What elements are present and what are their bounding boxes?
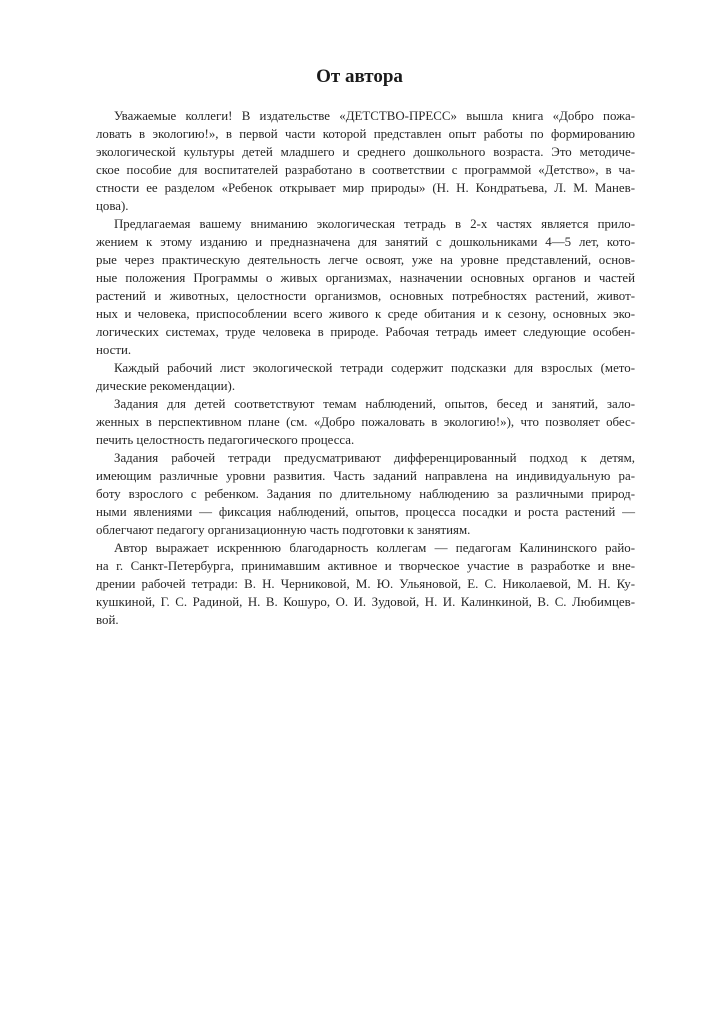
text-line: ности. bbox=[96, 343, 132, 357]
text-line: вой. bbox=[96, 613, 119, 627]
paragraph bbox=[78, 449, 635, 539]
text-line: рые через практическую деятельность легче освоят, уже на уровне представлений, основ- bbox=[96, 253, 635, 267]
text-line: Задания рабочей тетради предусматривают дифференцированный подход к детям, bbox=[114, 451, 635, 465]
text-line: Задания для детей соответствуют темам наблюдений, опытов, бесед и занятий, зало- bbox=[114, 397, 635, 411]
text-line: кушкиной, Г. С. Радиной, Н. В. Кошуро, О. И. Зудовой, Н. И. Калинкиной, В. С. Любимцев- bbox=[96, 595, 635, 609]
text-line: логических системах, труде человека в природе. Рабочая тетрадь имеет следующие особен- bbox=[96, 325, 635, 339]
paragraph bbox=[78, 395, 635, 449]
text-line: облегчают педагогу организационную часть подготовки к занятиям. bbox=[96, 523, 471, 537]
text-line: печить целостность педагогического процесса. bbox=[96, 433, 355, 447]
paragraph bbox=[78, 359, 635, 395]
paragraph bbox=[78, 107, 635, 215]
text-line: цова). bbox=[96, 199, 129, 213]
text-line: на г. Санкт-Петербурга, принимавшим активное и творческое участие в разработке и вне- bbox=[96, 559, 635, 573]
text-line: стности ее разделом «Ребенок открывает мир природы» (Н. Н. Кондратьева, Л. М. Манев- bbox=[96, 181, 635, 195]
text-line: дические рекомендации). bbox=[96, 379, 236, 393]
text-line: дрении рабочей тетради: В. Н. Черниковой, М. Ю. Ульяновой, Е. С. Николаевой, М. Н. Ку- bbox=[96, 577, 635, 591]
text-line: имеющим различные уровни развития. Часть заданий направлена на индивидуальную ра- bbox=[96, 469, 635, 483]
paragraph bbox=[78, 539, 635, 629]
text-line: Уважаемые коллеги! В издательстве «ДЕТСТВО-ПРЕСС» вышла книга «Добро пожа- bbox=[114, 109, 635, 123]
text-line: боту взрослого с ребенком. Задания по длительному наблюдению за различными природ- bbox=[96, 487, 635, 501]
text-line: жением к этому изданию и предназначена для занятий с дошкольниками 4—5 лет, кото- bbox=[96, 235, 635, 249]
text-line: Каждый рабочий лист экологической тетради содержит подсказки для взрослых (мето- bbox=[114, 361, 635, 375]
text-line: экологической культуры детей младшего и среднего дошкольного возраста. Это методиче- bbox=[96, 145, 635, 159]
text-line: ными явлениями — фиксация наблюдений, опытов, процесса посадки и роста растений — bbox=[96, 505, 635, 519]
text-line: женных в перспективном плане (см. «Добро пожаловать в экологию!»), что позволяет обес- bbox=[96, 415, 635, 429]
text-line: ных и человека, приспособлении всего живого к среде обитания и к сезону, основных эко- bbox=[96, 307, 635, 321]
paragraph bbox=[78, 215, 635, 359]
page-title: От автора bbox=[316, 66, 403, 87]
text-line: ные положения Программы о живых организмах, назначении основных органов и частей bbox=[96, 271, 635, 285]
text-line: ловать в экологию!», в первой части которой представлен опыт работы по формированию bbox=[96, 127, 635, 141]
text-line: ское пособие для воспитателей разработано в соответствии с программой «Детство», в ча- bbox=[96, 163, 635, 177]
body-text bbox=[78, 107, 635, 629]
text-line: растений и животных, целостности организмов, основных потребностях растений, живот- bbox=[96, 289, 635, 303]
text-line: Автор выражает искреннюю благодарность коллегам — педагогам Калининского райо- bbox=[114, 541, 635, 555]
text-line: Предлагаемая вашему вниманию экологическая тетрадь в 2-х частях является прило- bbox=[114, 217, 635, 231]
